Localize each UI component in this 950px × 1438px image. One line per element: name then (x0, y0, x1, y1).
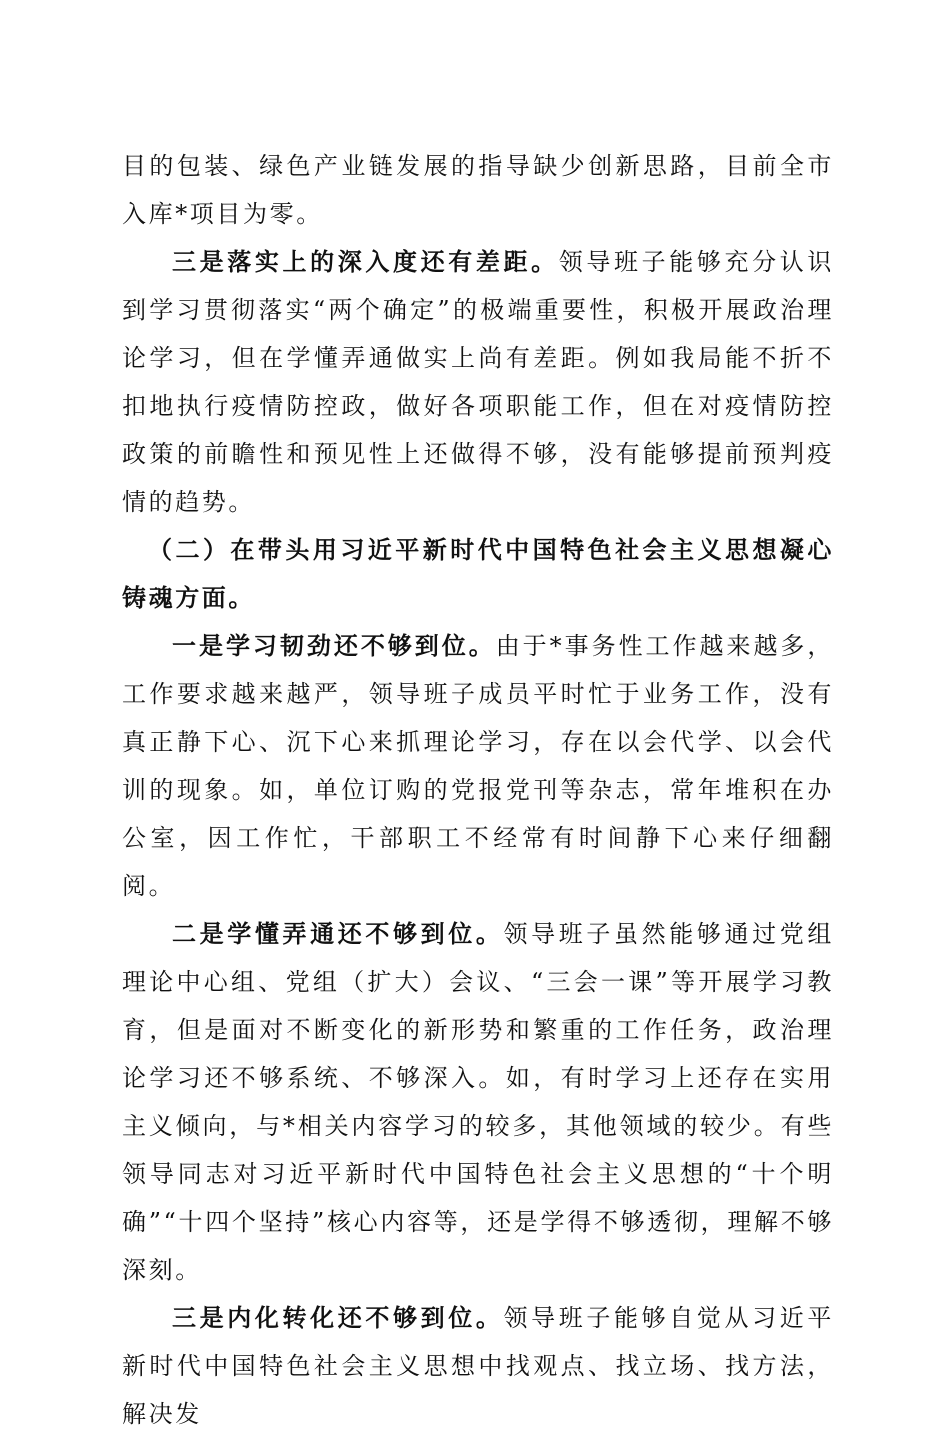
paragraph-text: 目的包装、绿色产业链发展的指导缺少创新思路，目前全市入库*项目为零。 (122, 152, 834, 228)
paragraph-study-persistence (122, 622, 834, 910)
paragraph-understanding (122, 910, 834, 1294)
paragraph-text: 领导班子能够充分认识到学习贯彻落实“两个确定”的极端重要性，积极开展政治理论学习，但在学懂弄通做实上尚有差距。例如我局能不折不扣地执行疫情防控政，做好各项职能工作，但在对疫情防控政策的前瞻性和预见性上还做得不够，没有能够提前预判疫情的趋势。 (122, 248, 834, 516)
paragraph-text: 领导班子虽然能够通过党组理论中心组、党组（扩大）会议、“三会一课”等开展学习教育，但是面对不断变化的新形势和繁重的工作任务，政治理论学习还不够系统、不够深入。如，有时学习上还存在实用主义倾向，与*相关内容学习的较多，其他领域的较少。有些领导同志对习近平新时代中国特色社会主义思想的“十个明确”“十四个坚持”核心内容等，还是学得不够透彻，理解不够深刻。 (122, 920, 834, 1284)
paragraph-lead: 三是落实上的深入度还有差距。 (172, 248, 559, 276)
paragraph-internalization (122, 1294, 834, 1438)
paragraph-lead: 二是学懂弄通还不够到位。 (172, 920, 504, 948)
paragraph-text: 领导班子能够自觉从习近平新时代中国特色社会主义思想中找观点、找立场、找方法，解决发 (122, 1304, 834, 1428)
paragraph-implementation-gap (122, 238, 834, 526)
paragraph-continuation (122, 142, 834, 238)
paragraph-text: 由于*事务性工作越来越多，工作要求越来越严，领导班子成员平时忙于业务工作，没有真正静下心、沉下心来抓理论学习，存在以会代学、以会代训的现象。如，单位订购的党报党刊等杂志，常年堆积在办公室，因工作忙，干部职工不经常有时间静下心来仔细翻阅。 (122, 632, 834, 900)
document-body (122, 142, 834, 1438)
section-heading-text: （二）在带头用习近平新时代中国特色社会主义思想凝心铸魂方面。 (122, 536, 834, 612)
paragraph-lead: 一是学习韧劲还不够到位。 (172, 632, 496, 660)
section-heading (122, 526, 834, 622)
paragraph-lead: 三是内化转化还不够到位。 (172, 1304, 504, 1332)
